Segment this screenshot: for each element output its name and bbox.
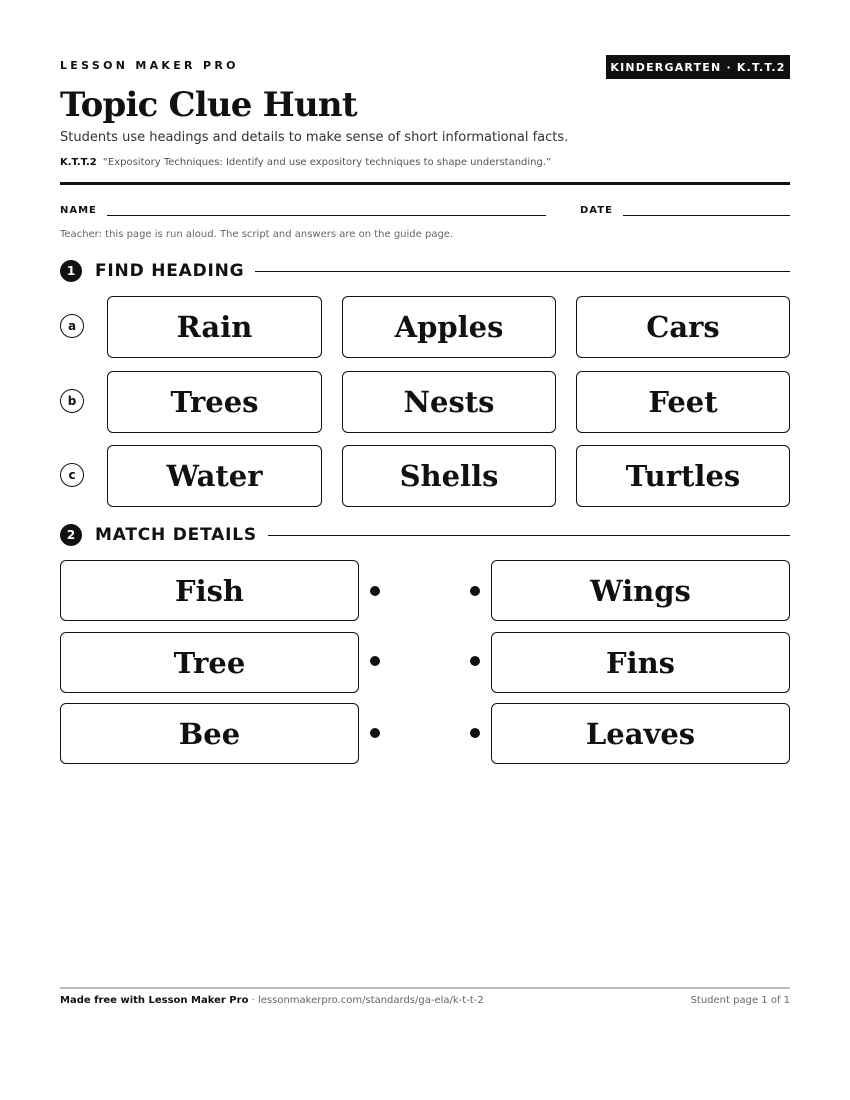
option-card[interactable] xyxy=(342,296,556,358)
section-title: MATCH DETAILS xyxy=(95,525,257,545)
page-title: Topic Clue Hunt xyxy=(60,85,357,125)
match-left-dot[interactable] xyxy=(370,586,380,596)
row-letter: a xyxy=(60,314,84,338)
option-card[interactable] xyxy=(576,296,790,358)
option-card[interactable] xyxy=(342,445,556,507)
footer-credit xyxy=(60,995,484,1006)
match-right-label: Leaves xyxy=(585,716,696,751)
section-number: 2 xyxy=(60,524,82,546)
option-label: Trees xyxy=(170,385,259,419)
section-title: FIND HEADING xyxy=(95,261,245,281)
heading-row-c xyxy=(60,445,790,507)
footer-url[interactable]: lessonmakerpro.com/standards/ga-ela/k-t-t-2 xyxy=(257,995,484,1006)
footer-brand: Made free with Lesson Maker Pro xyxy=(60,995,249,1006)
match-left-card[interactable] xyxy=(60,632,359,693)
option-label: Nests xyxy=(403,385,495,419)
name-label: NAME xyxy=(60,205,97,216)
date-field[interactable] xyxy=(623,215,790,216)
teacher-note: Teacher: this page is run aloud. The script and answers are on the guide page. xyxy=(60,229,454,240)
option-card[interactable] xyxy=(576,371,790,433)
option-label: Shells xyxy=(399,459,499,493)
option-label: Rain xyxy=(176,310,253,344)
row-letter: c xyxy=(60,463,84,487)
section-find-heading xyxy=(60,259,790,283)
match-row xyxy=(60,632,790,693)
section-rule xyxy=(268,535,790,536)
option-card[interactable] xyxy=(107,296,322,358)
match-row xyxy=(60,560,790,621)
match-right-label: Fins xyxy=(605,645,676,680)
page-number: Student page 1 of 1 xyxy=(690,995,790,1006)
match-right-card[interactable] xyxy=(491,632,790,693)
standard-code: K.T.T.2 xyxy=(60,157,97,168)
standard-line xyxy=(60,157,551,168)
date-label: DATE xyxy=(580,205,613,216)
page-subtitle: Students use headings and details to make sense of short informational facts. xyxy=(60,130,569,145)
worksheet-page xyxy=(60,0,790,1100)
standard-text: “Expository Techniques: Identify and use expository techniques to shape understanding.” xyxy=(102,157,552,168)
match-right-label: Wings xyxy=(590,573,691,608)
match-left-label: Tree xyxy=(173,645,246,680)
footer-separator: · xyxy=(248,995,258,1006)
option-label: Water xyxy=(166,459,263,493)
heading-row-a xyxy=(60,296,790,358)
option-card[interactable] xyxy=(576,445,790,507)
match-right-dot[interactable] xyxy=(470,656,480,666)
match-left-label: Fish xyxy=(174,573,245,608)
option-label: Apples xyxy=(394,310,504,344)
option-label: Turtles xyxy=(625,459,741,493)
option-card[interactable] xyxy=(107,371,322,433)
match-right-card[interactable] xyxy=(491,703,790,764)
match-left-label: Bee xyxy=(178,716,241,751)
heading-row-b xyxy=(60,371,790,433)
option-label: Cars xyxy=(646,310,720,344)
row-letter: b xyxy=(60,389,84,413)
match-left-card[interactable] xyxy=(60,560,359,621)
brand-name: LESSON MAKER PRO xyxy=(60,59,239,72)
match-right-dot[interactable] xyxy=(470,728,480,738)
name-field[interactable] xyxy=(107,215,546,216)
match-row xyxy=(60,703,790,764)
match-left-dot[interactable] xyxy=(370,728,380,738)
section-number: 1 xyxy=(60,260,82,282)
option-label: Feet xyxy=(648,385,718,419)
section-rule xyxy=(255,271,790,272)
footer-divider xyxy=(60,987,790,989)
match-left-card[interactable] xyxy=(60,703,359,764)
match-right-dot[interactable] xyxy=(470,586,480,596)
grade-badge: KINDERGARTEN · K.T.T.2 xyxy=(606,55,790,79)
option-card[interactable] xyxy=(342,371,556,433)
header-divider xyxy=(60,182,790,185)
match-right-card[interactable] xyxy=(491,560,790,621)
match-left-dot[interactable] xyxy=(370,656,380,666)
option-card[interactable] xyxy=(107,445,322,507)
section-match-details xyxy=(60,523,790,547)
